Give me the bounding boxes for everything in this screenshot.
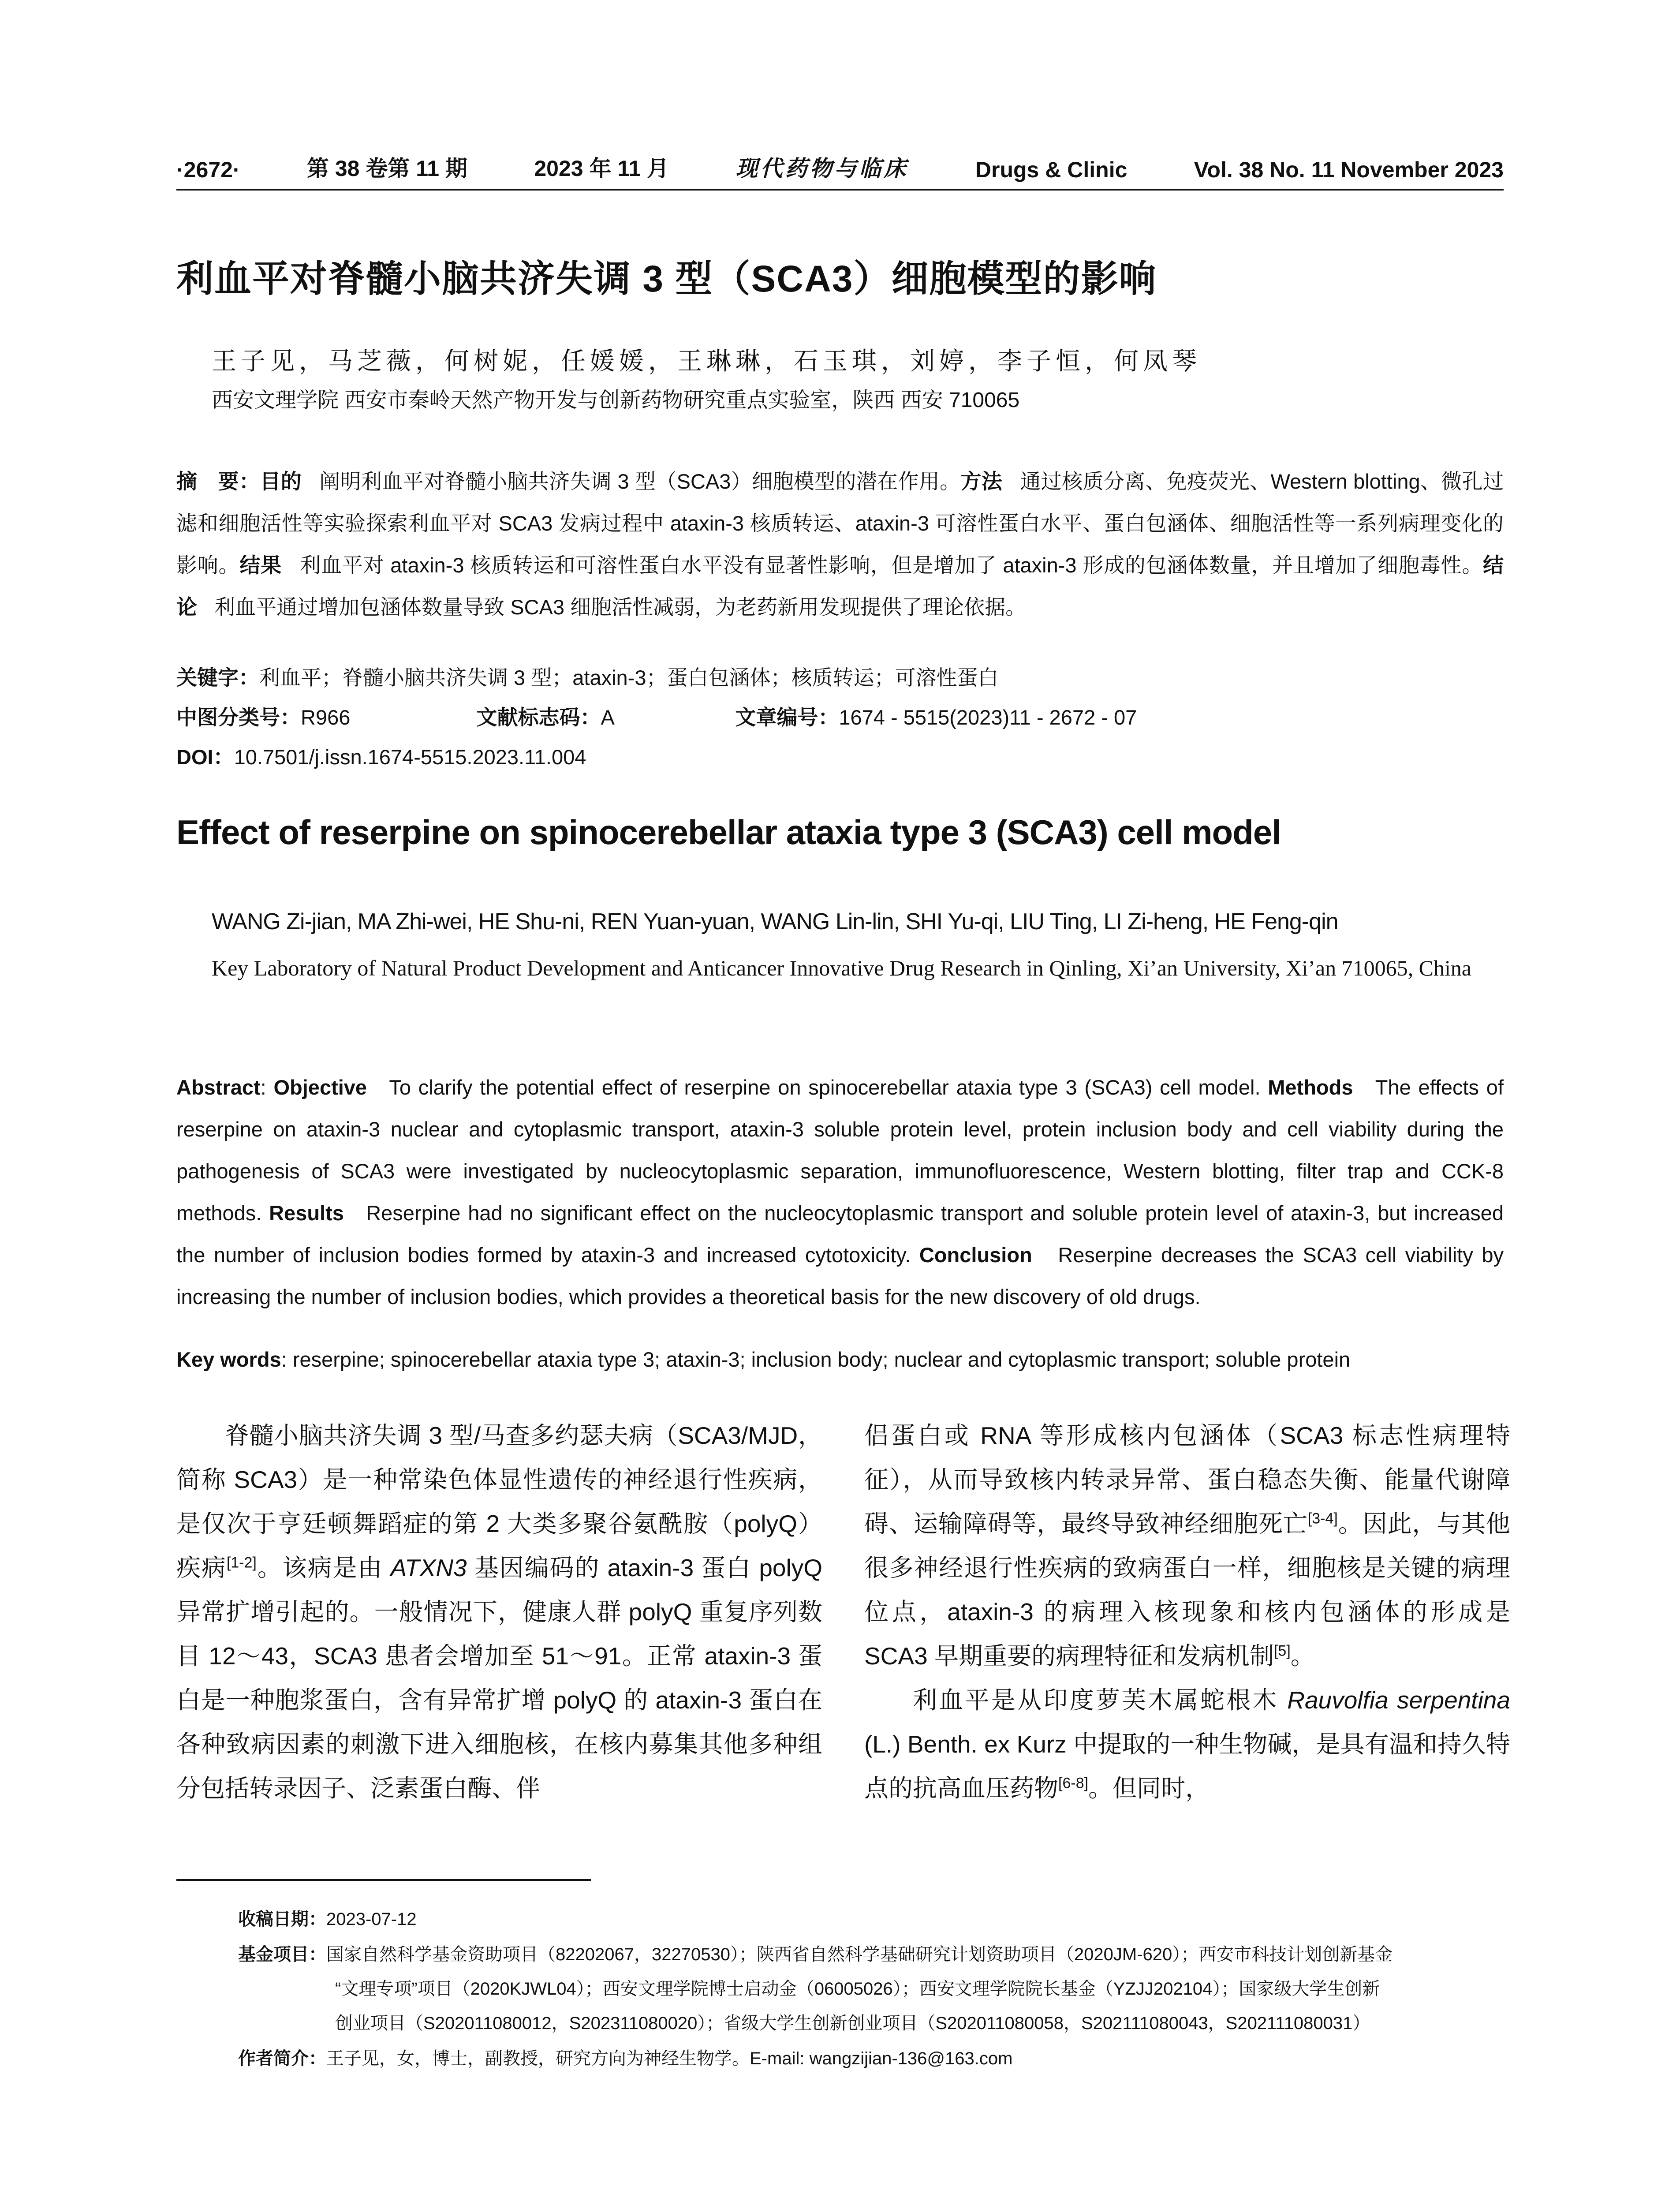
volume-cn: 第 38 卷第 11 期 [306, 156, 467, 181]
footnote-received [238, 1905, 417, 1933]
abstract-en: Abstract: Objective To clarify the potential effect of reserpine on spinocerebellar ataxia type 3 (SCA3) cell model. Methods The effects of reserpine on ataxin-3 nuclear and cytoplasmic transport, ataxin-3 soluble protein level, protein inclusion body and cell viability during the pathogenesis of SCA3 were investigated by nucleocytoplasmic separation, immunofluorescence, Western blotting, filter trap and CCK-8 methods. Results Reserpine had no significant effect on the nucleocytoplasmic transport and soluble protein level of ataxin-3, but increased the number of inclusion bodies formed by ataxin-3 and increased cytotoxicity. Conclusion Reserpine decreases the SCA3 cell viability by increasing the number of inclusion bodies, which provides a theoretical basis for the new discovery of old drugs. [176, 1076, 1504, 1308]
body-text: 脊髓小脑共济失调 3 型/马查多约瑟夫病（SCA3/MJD，简称 SCA3）是一种常染色体显性遗传的神经退行性疾病，是仅次于亨廷顿舞蹈症的第 2 大类多聚谷氨酰胺（polyQ）疾病 [176, 1422, 822, 1581]
author-label: 作者简介： [238, 2049, 326, 2068]
received-date: 2023-07-12 [326, 1910, 417, 1929]
fund-line-1: 国家自然科学基金资助项目（82202067，32270530）；陕西省自然科学基础研究计划资助项目（2020JM-620）；西安市科技计划创新基金 [326, 1945, 1393, 1964]
body-text: 侣蛋白或 RNA 等形成核内包涵体（SCA3 标志性病理特征），从而导致核内转录异常、蛋白稳态失衡、能量代谢障碍、运输障碍等，最终导致神经细胞死亡 [864, 1422, 1510, 1537]
body-paragraph [864, 1678, 1510, 1810]
methods-en: The effects of reserpine on ataxin-3 nuclear and cytoplasmic transport, ataxin-3 soluble protein level, protein inclusion body and cell viability during the pathogenesis of SCA3 were investigated by nucleocytoplasmic separation, immunofluorescence, Western blotting, filter trap and CCK-8 methods. [176, 1076, 1504, 1225]
species-name: Rauvolfia serpentina [1287, 1686, 1510, 1714]
journal-name-en: Drugs & Clinic [975, 157, 1127, 182]
objective-label-en: Objective [273, 1076, 367, 1099]
objective-cn: 阐明利血平对脊髓小脑共济失调 3 型（SCA3）细胞模型的潜在作用。 [319, 470, 961, 493]
abstract-cn-label: 摘 要： [176, 470, 260, 493]
methods-cn: 通过核质分离、免疫荧光、Western blotting、微孔过滤和细胞活性等实验探索利血平对 SCA3 发病过程中 ataxin-3 核质转运、ataxin-3 可溶性蛋白水平、蛋白包涵体、细胞活性等一系列病理变化的影响。 [176, 470, 1504, 577]
conclusion-label-en: Conclusion [919, 1243, 1032, 1267]
body-text: 利血平是从印度萝芙木属蛇根木 [913, 1686, 1288, 1714]
received-label: 收稿日期： [238, 1910, 326, 1929]
doi-line [176, 741, 586, 770]
doi-label: DOI： [176, 745, 234, 769]
methods-label-en: Methods [1268, 1076, 1353, 1099]
body-text: 。 [1290, 1642, 1315, 1670]
article-no-value: 1674 - 5515(2023)11 - 2672 - 07 [839, 706, 1137, 729]
results-cn: 利血平对 ataxin-3 核质转运和可溶性蛋白水平没有显著性影响，但是增加了 ataxin-3 形成的包涵体数量，并且增加了细胞毒性。 [300, 553, 1483, 577]
objective-en: To clarify the potential effect of reserpine on spinocerebellar ataxia type 3 (SCA3) cell model. [389, 1076, 1261, 1099]
body-text: 。因此，与其他很多神经退行性疾病的致病蛋白一样，细胞核是关键的病理位点，ataxin-3 的病理入核现象和核内包涵体的形成是 SCA3 早期重要的病理特征和发病机制 [864, 1510, 1510, 1670]
fund-line-3: 创业项目（S202011080012，S202311080020）；省级大学生创新创业项目（S202011080058，S202111080043，S202111080031） [335, 2014, 1370, 2033]
authors-en: WANG Zi-jian, MA Zhi-wei, HE Shu-ni, REN Yuan-yuan, WANG Lin-lin, SHI Yu-qi, LIU Ting, LI Zi-heng, HE Feng-qin [212, 909, 1338, 934]
article-no-label: 文章编号： [735, 706, 839, 729]
footnote-author [238, 2044, 1012, 2073]
body-text: 基因编码的 ataxin-3 蛋白 polyQ 异常扩增引起的。一般情况下，健康人群 polyQ 重复序列数目 12～43，SCA3 患者会增加至 51～91。正常 ataxin-3 蛋白是一种胞浆蛋白，含有异常扩增 polyQ 的 ataxin-3 蛋白在各种致病因素的刺激下进入细胞核，在核内募集其他多种组分包括转录因子、泛素蛋白酶、伴 [176, 1554, 822, 1802]
gene-name: ATXN3 [390, 1554, 467, 1581]
doc-code-label: 文献标志码： [476, 706, 601, 729]
keywords-en-label: Key words [176, 1348, 281, 1371]
date-cn: 2023 年 11 月 [534, 156, 669, 181]
fund-line-2: “文理专项”项目（2020KJWL04）；西安文理学院博士启动金（06005026）；西安文理学院院长基金（YZJJ202104）；国家级大学生创新 [335, 1979, 1380, 1999]
results-label-en: Results [269, 1201, 344, 1225]
keywords-en: Key words: reserpine; spinocerebellar ataxia type 3; ataxin-3; inclusion body; nuclear and cytoplasmic transport; soluble protein [176, 1348, 1351, 1371]
results-label-cn: 结果 [239, 553, 282, 577]
body-text: 。该病是由 [256, 1554, 391, 1581]
body-right-column [864, 1413, 1510, 1810]
footnote-fund [238, 1940, 1508, 1969]
title-en: Effect of reserpine on spinocerebellar ataxia type 3 (SCA3) cell model [176, 813, 1281, 852]
body-paragraph [176, 1413, 822, 1810]
keywords-en-text: reserpine; spinocerebellar ataxia type 3; ataxin-3; inclusion body; nuclear and cytoplasmic transport; soluble protein [292, 1348, 1351, 1371]
results-en: Reserpine had no significant effect on the nucleocytoplasmic transport and soluble protein level of ataxin-3, but increased the number of inclusion bodies formed by ataxin-3 and increased cytotoxicity. [176, 1201, 1504, 1267]
classification-line [176, 701, 1137, 731]
body-text: (L.) Benth. ex Kurz 中提取的一种生物碱，是具有温和持久特点的抗高血压药物 [864, 1730, 1510, 1802]
citation: [5] [1273, 1642, 1291, 1659]
keywords-cn-label: 关键字： [176, 666, 259, 689]
doi-value: 10.7501/j.issn.1674-5515.2023.11.004 [234, 745, 586, 769]
clc-value: R966 [301, 706, 351, 729]
authors-cn: 王子见，马芝薇，何树妮，任媛媛，王琳琳，石玉琪，刘婷，李子恒，何凤琴 [212, 348, 1201, 375]
conclusion-cn: 利血平通过增加包涵体数量导致 SCA3 细胞活性减弱，为老药新用发现提供了理论依据。 [214, 595, 1027, 619]
keywords-cn [176, 662, 998, 691]
body-text: 。但同时， [1088, 1775, 1210, 1802]
page-number: ·2672· [176, 157, 240, 182]
affiliation-cn: 西安文理学院 西安市秦岭天然产物开发与创新药物研究重点实验室，陕西 西安 710065 [212, 389, 1020, 412]
affiliation-en: Key Laboratory of Natural Product Development and Anticancer Innovative Drug Research in Qinling, Xi’an University, Xi’an 710065, China [212, 956, 1472, 980]
methods-label-cn: 方法 [960, 470, 1003, 493]
title-cn: 利血平对脊髓小脑共济失调 3 型（SCA3）细胞模型的影响 [176, 258, 1157, 299]
body-left-column [176, 1413, 822, 1810]
conclusion-label-cn: 结论 [176, 553, 1504, 619]
author-info: 王子见，女，博士，副教授，研究方向为神经生物学。E-mail: wangzijian-136@163.com [326, 2049, 1013, 2068]
objective-label-cn: 目的 [260, 470, 302, 493]
body-paragraph [864, 1413, 1510, 1678]
fund-label: 基金项目： [238, 1945, 326, 1964]
citation: [1-2] [226, 1554, 257, 1571]
abstract-en-label: Abstract [176, 1076, 261, 1099]
doc-code-value: A [601, 706, 614, 729]
keywords-cn-text: 利血平；脊髓小脑共济失调 3 型；ataxin-3；蛋白包涵体；核质转运；可溶性蛋白 [259, 666, 999, 689]
volume-en: Vol. 38 No. 11 November 2023 [1194, 157, 1504, 182]
abstract-cn [176, 460, 1504, 628]
journal-name-cn: 现代药物与临床 [735, 156, 909, 181]
footnote-rule [176, 1879, 591, 1881]
conclusion-en: Reserpine decreases the SCA3 cell viability by increasing the number of inclusion bodies, which provides a theoretical basis for the new discovery of old drugs. [176, 1243, 1504, 1308]
clc-label: 中图分类号： [176, 706, 301, 729]
citation: [6-8] [1058, 1775, 1089, 1792]
citation: [3-4] [1307, 1510, 1338, 1527]
running-header [176, 140, 1504, 191]
